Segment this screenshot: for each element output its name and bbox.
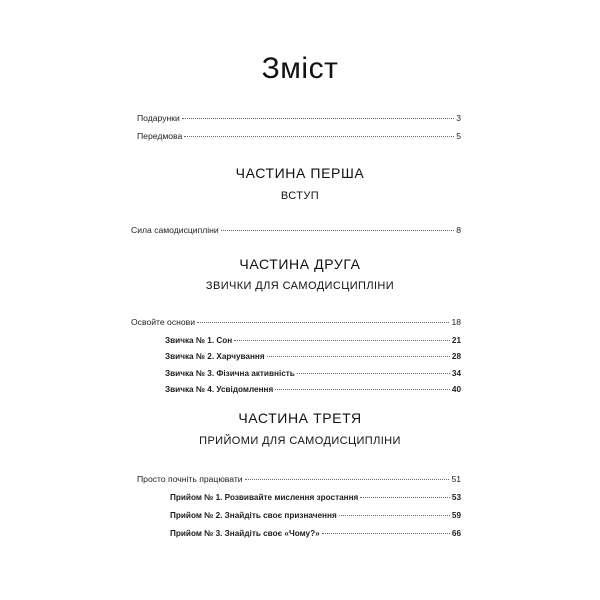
toc-entry-self-discipline-power[interactable] bbox=[131, 225, 461, 235]
dot-leader bbox=[184, 136, 454, 137]
page-title: Зміст bbox=[261, 52, 339, 85]
dot-leader bbox=[297, 373, 450, 374]
toc-page-number: 5 bbox=[456, 131, 461, 141]
dot-leader bbox=[182, 118, 454, 119]
dot-leader bbox=[197, 322, 449, 323]
part-three-subtitle: ПРИЙОМИ ДЛЯ САМОДИСЦИПЛІНИ bbox=[199, 435, 401, 447]
toc-entry-label: Прийом № 1. Розвивайте мислення зростання bbox=[170, 493, 359, 502]
toc-entry-technique-1[interactable] bbox=[170, 493, 461, 502]
toc-page-number: 40 bbox=[451, 385, 461, 394]
toc-page-number: 8 bbox=[456, 225, 461, 235]
dot-leader bbox=[245, 479, 450, 480]
toc-page-number: 59 bbox=[451, 511, 461, 520]
toc-page-number: 28 bbox=[451, 352, 461, 361]
dot-leader bbox=[339, 515, 450, 516]
part-one-heading: ЧАСТИНА ПЕРША bbox=[235, 165, 365, 181]
dot-leader bbox=[275, 389, 450, 390]
part-one-subtitle: ВСТУП bbox=[280, 190, 320, 202]
dot-leader bbox=[221, 230, 454, 231]
part-three-heading: ЧАСТИНА ТРЕТЯ bbox=[238, 410, 362, 426]
toc-entry-gifts[interactable] bbox=[137, 113, 461, 123]
toc-entry-label: Звичка № 3. Фізична активність bbox=[165, 369, 295, 378]
toc-entry-habit-4[interactable] bbox=[165, 385, 461, 394]
toc-page-number: 53 bbox=[451, 493, 461, 502]
toc-entry-label: Звичка № 4. Усвідомлення bbox=[165, 385, 274, 394]
toc-entry-label: Прийом № 3. Знайдіть своє «Чому?» bbox=[170, 529, 320, 538]
toc-page-number: 51 bbox=[451, 474, 461, 484]
toc-entry-label: Сила самодисципліни bbox=[131, 225, 219, 235]
dot-leader bbox=[360, 497, 450, 498]
toc-page-number: 3 bbox=[456, 113, 461, 123]
toc-entry-label: Прийом № 2. Знайдіть своє призначення bbox=[170, 511, 337, 520]
toc-entry-habit-2[interactable] bbox=[165, 352, 461, 361]
toc-entry-technique-3[interactable] bbox=[170, 529, 461, 538]
toc-entry-label: Звичка № 2. Харчування bbox=[165, 352, 265, 361]
toc-entry-label: Освойте основи bbox=[131, 317, 196, 327]
toc-page-number: 21 bbox=[451, 336, 461, 345]
toc-entry-foreword[interactable] bbox=[137, 131, 461, 141]
toc-page-number: 34 bbox=[451, 369, 461, 378]
toc-entry-label: Просто почніть працювати bbox=[137, 474, 243, 484]
dot-leader bbox=[267, 356, 450, 357]
toc-entry-technique-2[interactable] bbox=[170, 511, 461, 520]
toc-page-number: 66 bbox=[451, 529, 461, 538]
toc-page-number: 18 bbox=[451, 317, 461, 327]
toc-entry-habit-3[interactable] bbox=[165, 369, 461, 378]
dot-leader bbox=[322, 533, 450, 534]
toc-section-just-start[interactable] bbox=[137, 474, 461, 484]
toc-entry-habit-1[interactable] bbox=[165, 336, 461, 345]
toc-entry-label: Передмова bbox=[137, 131, 183, 141]
toc-section-basics[interactable] bbox=[131, 317, 461, 327]
dot-leader bbox=[234, 340, 450, 341]
part-two-subtitle: ЗВИЧКИ ДЛЯ САМОДИСЦИПЛІНИ bbox=[205, 280, 395, 292]
toc-entry-label: Звичка № 1. Сон bbox=[165, 336, 233, 345]
toc-entry-label: Подарунки bbox=[137, 113, 180, 123]
part-two-heading: ЧАСТИНА ДРУГА bbox=[239, 256, 361, 272]
